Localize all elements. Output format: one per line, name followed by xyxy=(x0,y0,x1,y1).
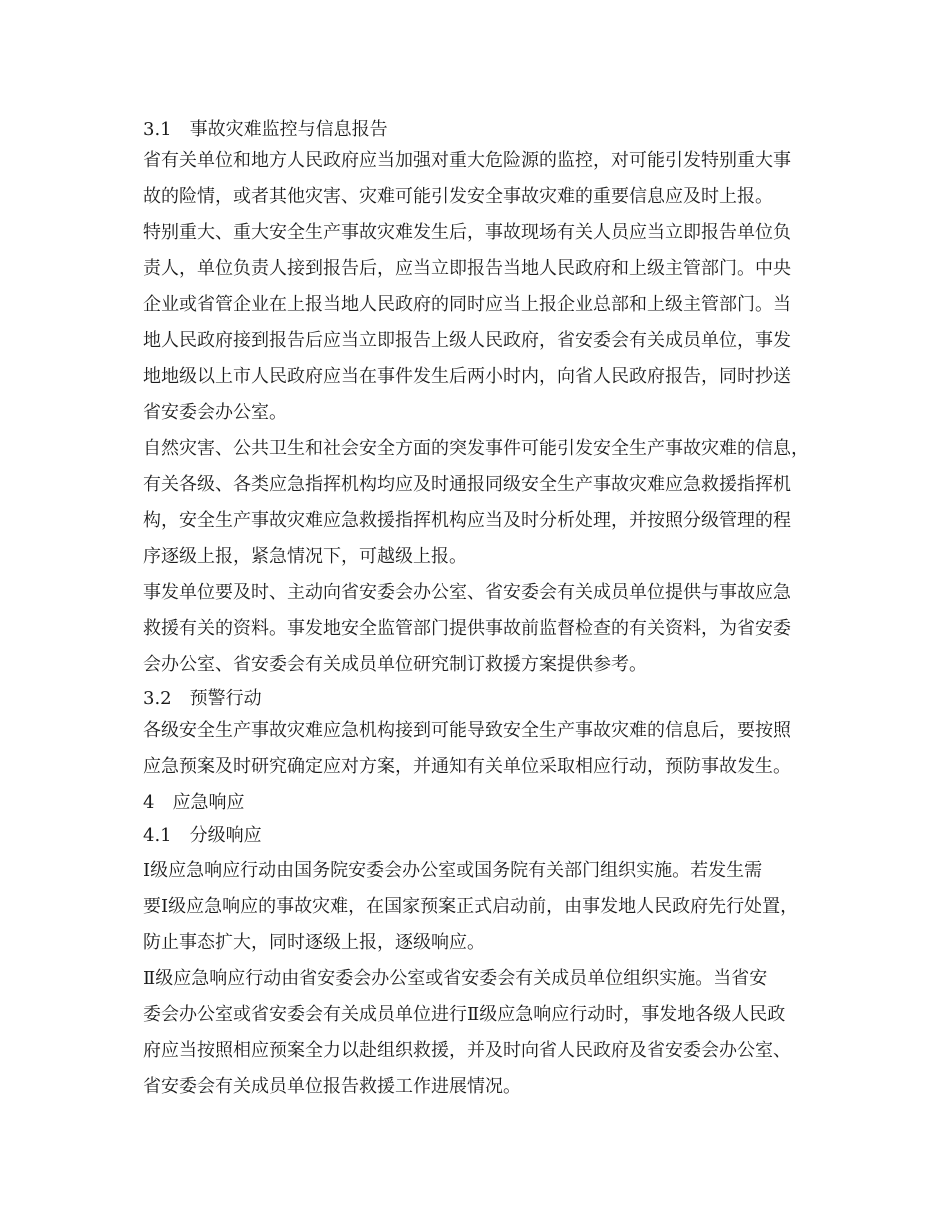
text-line: 各级安全生产事故灾难应急机构接到可能导致安全生产事故灾难的信息后，要按照 xyxy=(143,720,791,741)
text-line: 构，安全生产事故灾难应急救援指挥机构应当及时分析处理，并按照分级管理的程 xyxy=(143,510,791,531)
text-line: 事发单位要及时、主动向省安委会办公室、省安委会有关成员单位提供与事故应急 xyxy=(143,582,791,603)
text-line: 省安委会办公室。 xyxy=(143,402,287,423)
text-line: 委会办公室或省安委会有关成员单位进行Ⅱ级应急响应行动时，事发地各级人民政 xyxy=(143,1004,786,1025)
section-heading: 4.1 分级响应 xyxy=(143,825,262,846)
section-heading: 3.2 预警行动 xyxy=(143,688,262,709)
text-line: 地人民政府接到报告后应当立即报告上级人民政府，省安委会有关成员单位，事发 xyxy=(143,330,791,351)
text-line: 有关各级、各类应急指挥机构均应及时通报同级安全生产事故灾难应急救援指挥机 xyxy=(143,474,791,495)
text-line: 会办公室、省安委会有关成员单位研究制订救援方案提供参考。 xyxy=(143,654,647,675)
text-line: 地地级以上市人民政府应当在事件发生后两小时内，向省人民政府报告，同时抄送 xyxy=(143,366,791,387)
text-line: 应急预案及时研究确定应对方案，并通知有关单位采取相应行动，预防事故发生。 xyxy=(143,756,791,777)
text-line: 故的险情，或者其他灾害、灾难可能引发安全事故灾难的重要信息应及时上报。 xyxy=(143,186,773,207)
text-line: Ⅱ级应急响应行动由省安委会办公室或省安委会有关成员单位组织实施。当省安 xyxy=(143,968,768,989)
section-heading: 3.1 事故灾难监控与信息报告 xyxy=(143,119,388,140)
text-line: 特别重大、重大安全生产事故灾难发生后，事故现场有关人员应当立即报告单位负 xyxy=(143,222,791,243)
text-line: 序逐级上报，紧急情况下，可越级上报。 xyxy=(143,546,467,567)
text-line: 防止事态扩大，同时逐级上报，逐级响应。 xyxy=(143,932,485,953)
text-line: Ⅰ级应急响应行动由国务院安委会办公室或国务院有关部门组织实施。若发生需 xyxy=(143,860,763,881)
text-line: 自然灾害、公共卫生和社会安全方面的突发事件可能引发安全生产事故灾难的信息， xyxy=(143,438,809,459)
text-line: 企业或省管企业在上报当地人民政府的同时应当上报企业总部和上级主管部门。当 xyxy=(143,294,791,315)
text-line: 救援有关的资料。事发地安全监管部门提供事故前监督检查的有关资料，为省安委 xyxy=(143,618,791,639)
text-line: 要Ⅰ级应急响应的事故灾难，在国家预案正式启动前，由事发地人民政府先行处置， xyxy=(143,896,799,917)
text-line: 府应当按照相应预案全力以赴组织救援，并及时向省人民政府及省安委会办公室、 xyxy=(143,1040,791,1061)
text-line: 责人，单位负责人接到报告后，应当立即报告当地人民政府和上级主管部门。中央 xyxy=(143,258,791,279)
section-heading: 4 应急响应 xyxy=(143,792,245,813)
text-line: 省有关单位和地方人民政府应当加强对重大危险源的监控，对可能引发特别重大事 xyxy=(143,150,791,171)
text-line: 省安委会有关成员单位报告救援工作进展情况。 xyxy=(143,1076,521,1097)
